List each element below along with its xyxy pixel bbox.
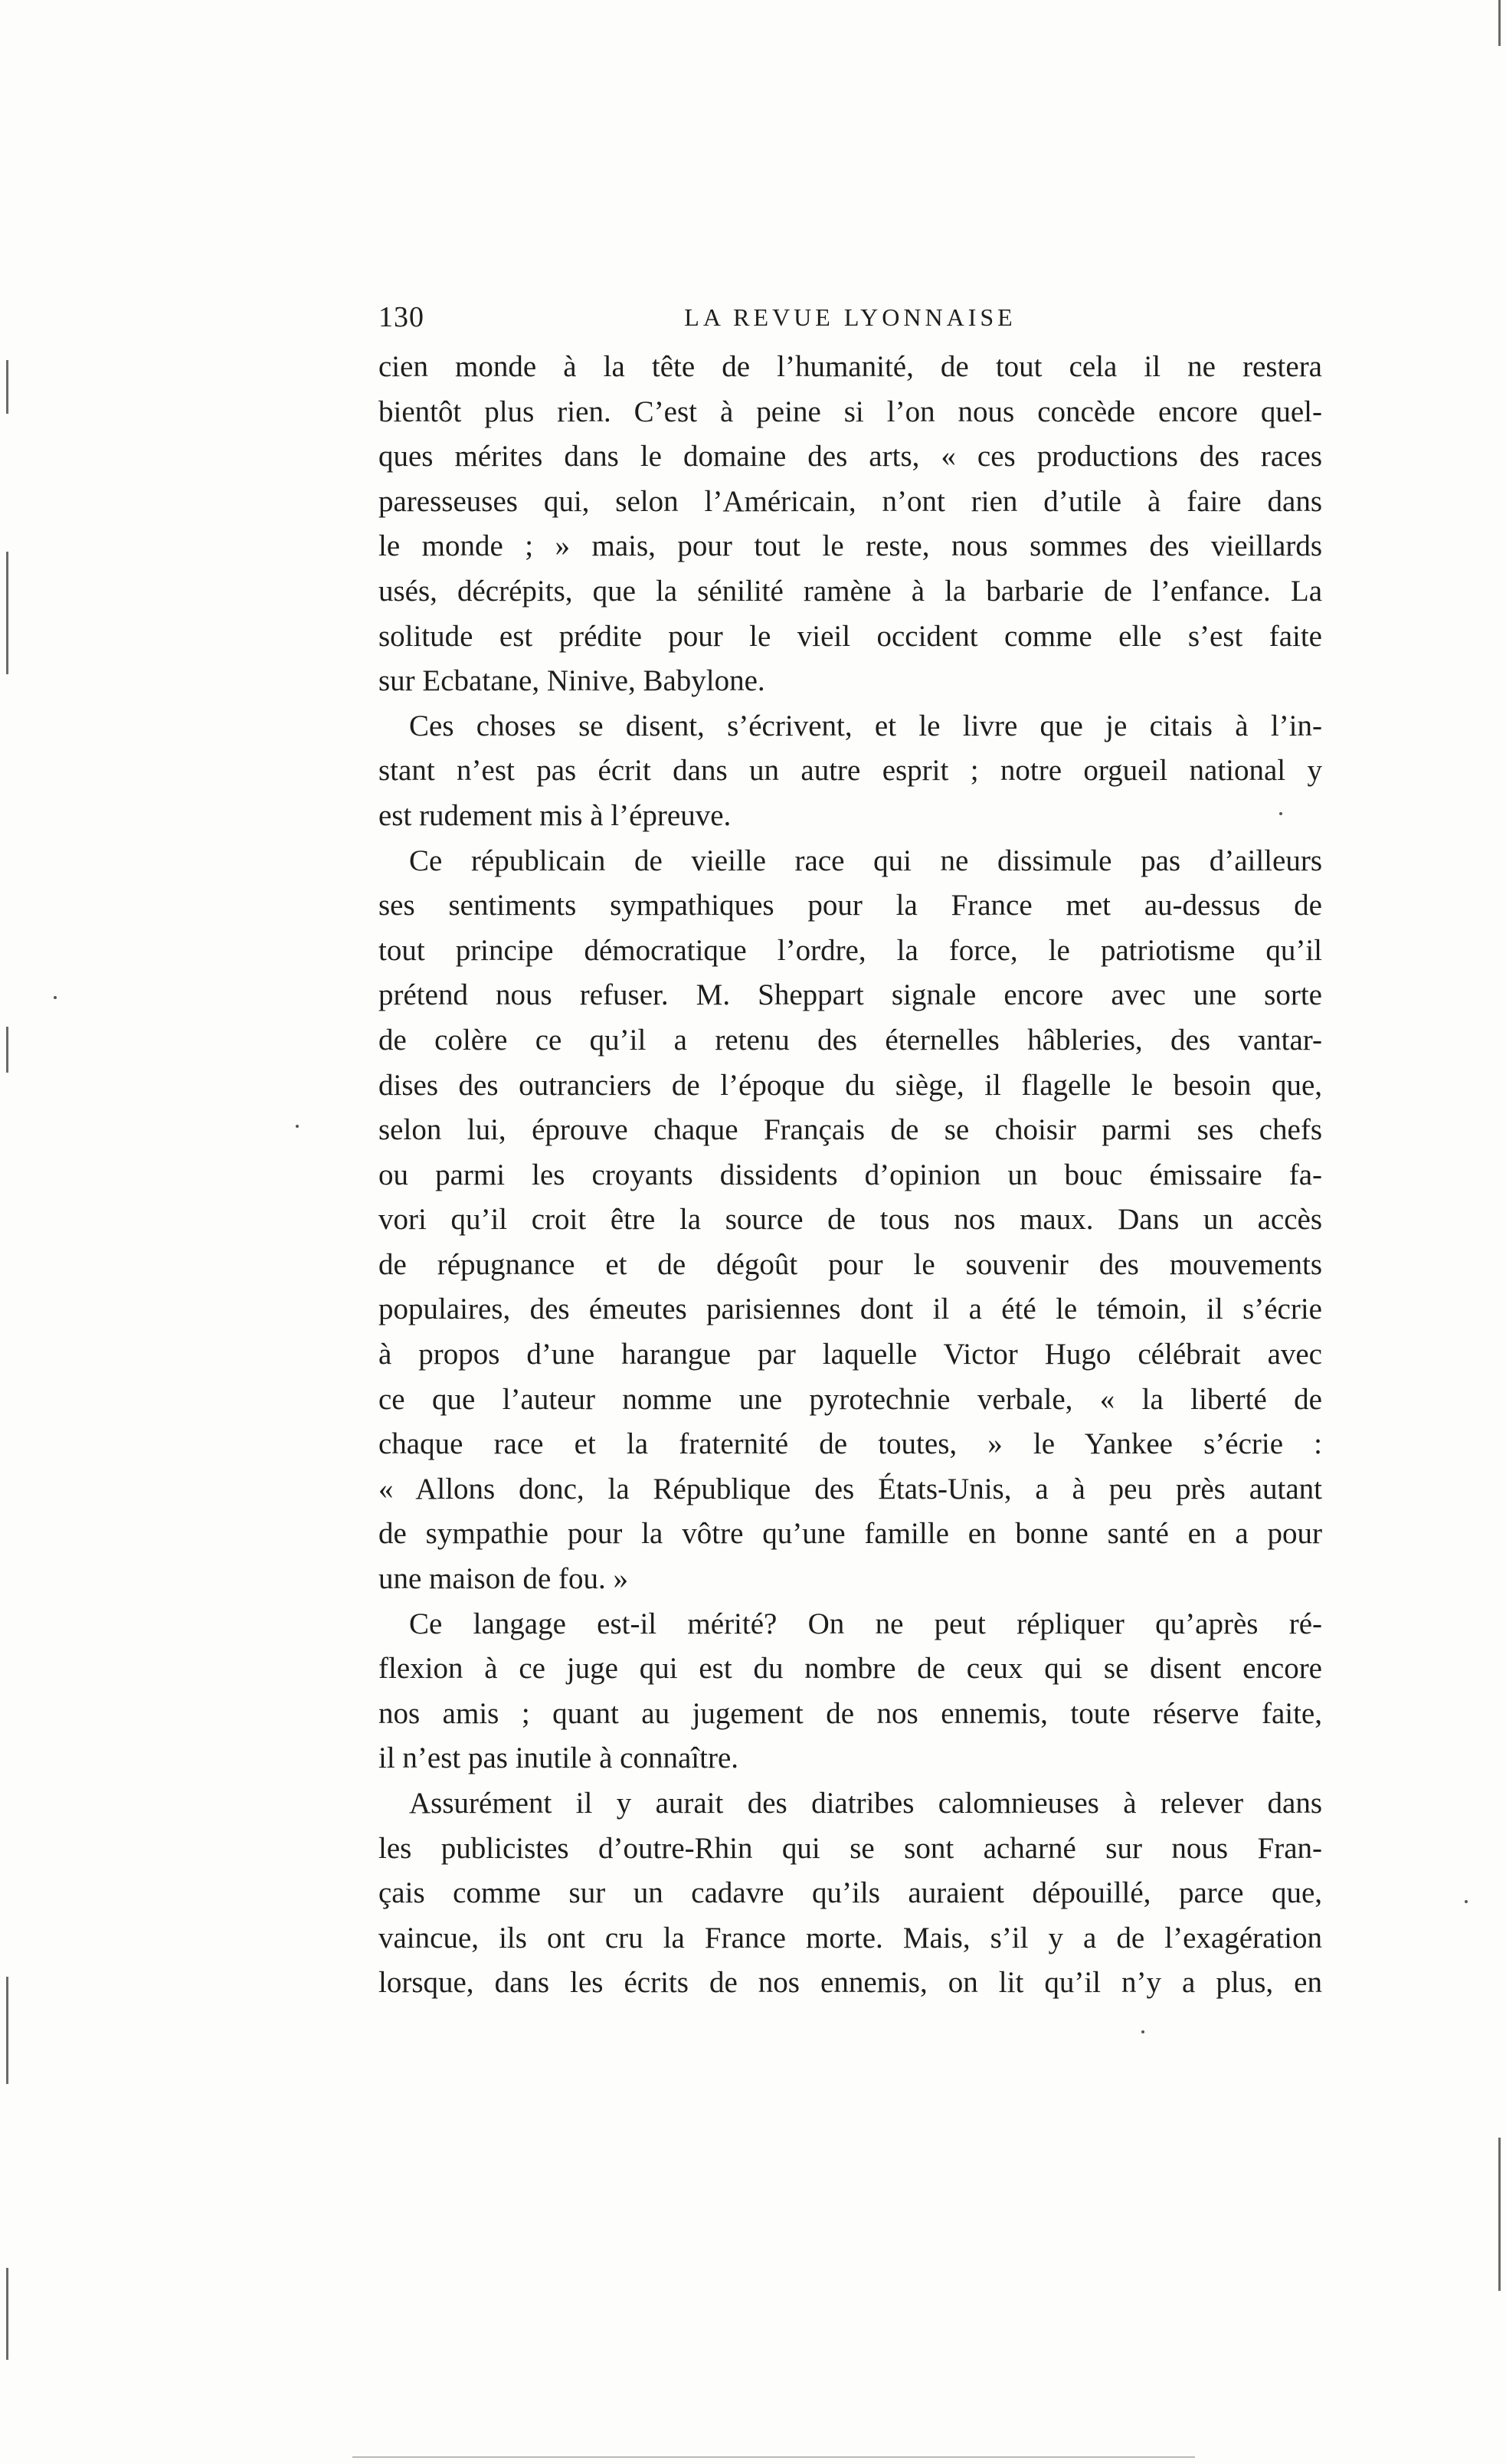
text-line: selon lui, éprouve chaque Français de se choisir parmi ses chefs xyxy=(378,1113,1322,1147)
scan-speck xyxy=(1279,812,1282,815)
text-line: « Allons donc, la République des États-Unis, a à peu près autant xyxy=(378,1472,1322,1506)
text-line: à propos d’une harangue par laquelle Victor Hugo célébrait avec xyxy=(378,1338,1322,1371)
text-line: lorsque, dans les écrits de nos ennemis, on lit qu’il n’y a plus, en xyxy=(378,1966,1322,2000)
text-line: ses sentiments sympathiques pour la France met au-dessus de xyxy=(378,889,1322,922)
text-line: il n’est pas inutile à connaître. xyxy=(378,1742,739,1775)
scan-edge-mark xyxy=(1498,2138,1501,2291)
journal-title: LA REVUE LYONNAISE xyxy=(684,303,1017,331)
text-line: tout principe démocratique l’ordre, la force, le patriotisme qu’il xyxy=(378,933,1322,967)
text-line: bientôt plus rien. C’est à peine si l’on nous concède encore quel- xyxy=(378,395,1322,428)
text-line: une maison de fou. » xyxy=(378,1562,629,1596)
text-line: de colère ce qu’il a retenu des éternelles hâbleries, des vantar- xyxy=(378,1023,1322,1057)
scan-speck xyxy=(1141,2030,1144,2033)
text-line: Ce républicain de vieille race qui ne dissimule pas d’ailleurs xyxy=(409,844,1322,877)
scan-speck xyxy=(1465,1900,1468,1903)
text-line: nos amis ; quant au jugement de nos ennemis, toute réserve faite, xyxy=(378,1696,1322,1730)
text-line: solitude est prédite pour le vieil occident comme elle s’est faite xyxy=(378,619,1322,653)
text-line: dises des outranciers de l’époque du siège, il flagelle le besoin que, xyxy=(378,1068,1322,1102)
text-line: ou parmi les croyants dissidents d’opinion un bouc émissaire fa- xyxy=(378,1158,1322,1191)
text-line: chaque race et la fraternité de toutes, » le Yankee s’écrie : xyxy=(378,1427,1322,1461)
page-bottom-edge xyxy=(352,2456,1195,2458)
running-header xyxy=(378,294,1322,340)
page-number: 130 xyxy=(378,301,424,333)
text-line: ce que l’auteur nomme une pyrotechnie verbale, « la liberté de xyxy=(378,1382,1322,1416)
text-line: vaincue, ils ont cru la France morte. Mais, s’il y a de l’exagération xyxy=(378,1921,1322,1954)
text-line: flexion à ce juge qui est du nombre de ceux qui se disent encore xyxy=(378,1652,1322,1686)
text-line: cien monde à la tête de l’humanité, de tout cela il ne restera xyxy=(378,350,1322,383)
scan-edge-mark xyxy=(6,1977,8,2084)
text-line: de sympathie pour la vôtre qu’une famille en bonne santé en a pour xyxy=(378,1517,1322,1551)
text-line: sur Ecbatane, Ninive, Babylone. xyxy=(378,664,765,698)
text-line: vori qu’il croit être la source de tous nos maux. Dans un accès xyxy=(378,1203,1322,1237)
text-line: Ces choses se disent, s’écrivent, et le livre que je citais à l’in- xyxy=(409,709,1322,742)
text-line: stant n’est pas écrit dans un autre esprit ; notre orgueil national y xyxy=(378,754,1322,788)
scan-edge-mark xyxy=(6,1027,8,1073)
text-line: paresseuses qui, selon l’Américain, n’ont rien d’utile à faire dans xyxy=(378,484,1322,518)
text-line: Ce langage est-il mérité? On ne peut répliquer qu’après ré- xyxy=(409,1607,1322,1640)
text-line: populaires, des émeutes parisiennes dont il a été le témoin, il s’écrie xyxy=(378,1293,1322,1326)
scan-speck xyxy=(296,1125,299,1128)
text-line: les publicistes d’outre-Rhin qui se sont acharné sur nous Fran- xyxy=(378,1831,1322,1865)
text-line: Assurément il y aurait des diatribes calomnieuses à relever dans xyxy=(409,1787,1322,1820)
text-line: usés, décrépits, que la sénilité ramène à la barbarie de l’enfance. La xyxy=(378,574,1322,608)
text-line: çais comme sur un cadavre qu’ils auraient dépouillé, parce que, xyxy=(378,1876,1322,1910)
article-body xyxy=(378,345,1322,2006)
text-line: est rudement mis à l’épreuve. xyxy=(378,798,732,832)
text-line: prétend nous refuser. M. Sheppart signale encore avec une sorte xyxy=(378,978,1322,1012)
scan-edge-mark xyxy=(6,2268,8,2360)
scan-edge-mark xyxy=(6,552,8,674)
scan-edge-mark xyxy=(1498,0,1501,46)
text-line: de répugnance et de dégoût pour le souvenir des mouvements xyxy=(378,1247,1322,1281)
text-line: ques mérites dans le domaine des arts, « ces productions des races xyxy=(378,440,1322,473)
scan-edge-mark xyxy=(6,360,8,414)
text-line: le monde ; » mais, pour tout le reste, nous sommes des vieillards xyxy=(378,529,1322,563)
scan-speck xyxy=(54,996,57,999)
